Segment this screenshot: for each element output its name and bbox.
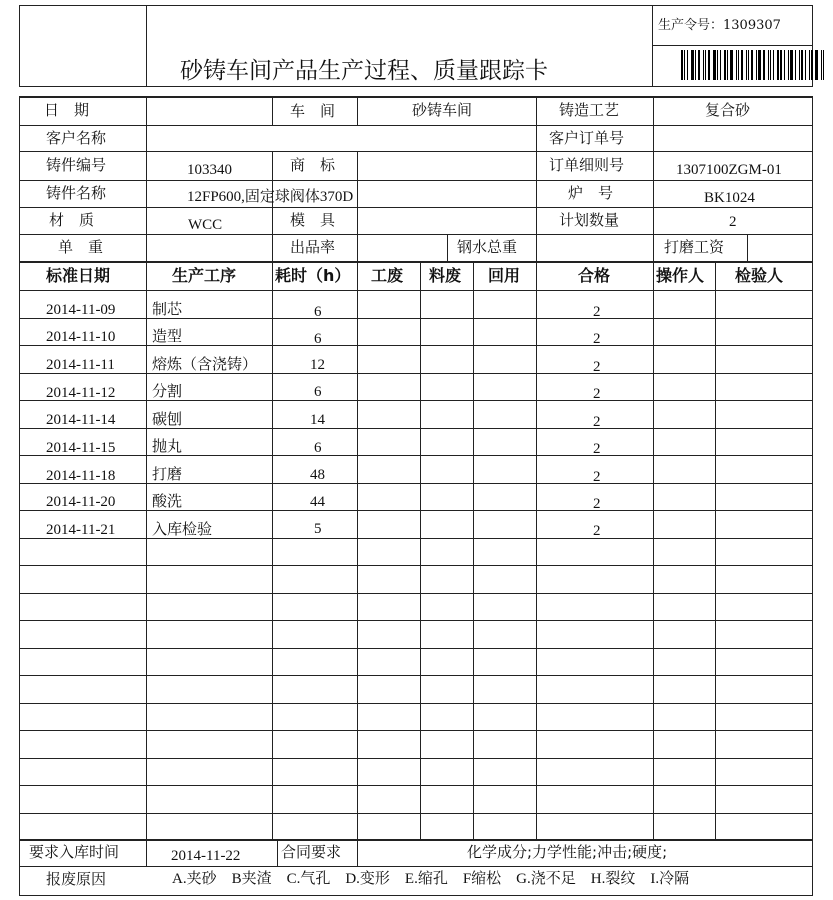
- barcode-bar: [805, 50, 806, 80]
- col-header-operator: 操作人: [656, 266, 705, 285]
- date-label: 日 期: [44, 101, 90, 119]
- yield-label: 出品率: [290, 238, 336, 256]
- grid-line: [19, 290, 813, 291]
- order-detail-label: 订单细则号: [549, 156, 625, 174]
- grid-line: [536, 207, 537, 234]
- grid-line: [19, 234, 813, 235]
- row-process: 造型: [152, 327, 183, 345]
- grid-line: [19, 373, 813, 374]
- barcode-bar: [788, 50, 789, 80]
- grid-line: [653, 207, 654, 234]
- col-header-material-scrap: 料废: [429, 266, 462, 285]
- grid-line: [447, 234, 448, 261]
- row-process: 抛丸: [152, 437, 183, 455]
- grid-line: [357, 151, 358, 207]
- grid-line: [146, 262, 147, 839]
- contract-label: 合同要求: [281, 843, 342, 861]
- row-hours: 5: [314, 521, 322, 537]
- grid-line: [420, 262, 421, 839]
- casting-no-label: 铸件编号: [46, 156, 107, 174]
- row-pass: 2: [593, 523, 601, 539]
- grid-line: [277, 839, 278, 866]
- grid-line: [272, 262, 273, 839]
- grid-line: [536, 234, 537, 261]
- grid-line: [146, 96, 147, 261]
- col-header-date: 标准日期: [46, 266, 111, 285]
- barcode-bar: [687, 50, 688, 80]
- grid-line: [19, 840, 813, 841]
- grid-line: [653, 262, 654, 839]
- grid-line: [473, 262, 474, 839]
- casting-name-value: 12FP600,固定球阀体370D: [187, 189, 354, 205]
- row-pass: 2: [593, 331, 601, 347]
- row-process: 制芯: [152, 300, 183, 318]
- barcode-bar: [780, 50, 782, 80]
- grid-line: [19, 703, 813, 704]
- storage-time-value: 2014-11-22: [171, 848, 241, 864]
- grinding-wage-label: 打磨工资: [664, 238, 725, 256]
- grid-line: [19, 428, 813, 429]
- col-header-pass: 合格: [578, 266, 611, 285]
- barcode-bar: [717, 50, 718, 80]
- trademark-label: 商 标: [290, 156, 336, 174]
- grid-line: [19, 813, 813, 814]
- grid-line: [19, 180, 813, 181]
- grid-line: [812, 96, 813, 895]
- grid-line: [19, 400, 813, 401]
- grid-line: [357, 234, 358, 261]
- barcode-bar: [708, 50, 710, 80]
- row-hours: 14: [310, 412, 325, 428]
- barcode-bar: [713, 50, 716, 80]
- barcode-bar: [724, 50, 726, 80]
- customer-name-label: 客户名称: [46, 129, 107, 147]
- production-order: [658, 18, 781, 34]
- barcode-bar: [684, 50, 685, 80]
- grid-line: [653, 98, 654, 125]
- barcode-bar: [811, 50, 813, 80]
- barcode-bar: [773, 50, 774, 80]
- grid-line: [272, 207, 273, 234]
- row-date: 2014-11-11: [46, 357, 115, 373]
- row-process: 分割: [152, 382, 183, 400]
- workshop-label: 车 间: [290, 102, 336, 120]
- unit-weight-label: 单 重: [58, 238, 104, 256]
- barcode-bar: [799, 50, 800, 80]
- barcode-bar: [720, 50, 721, 80]
- grid-line: [19, 261, 813, 263]
- barcode-bar: [790, 50, 793, 80]
- grid-line: [19, 839, 813, 840]
- workshop-value: 砂铸车间: [412, 101, 473, 119]
- row-date: 2014-11-18: [46, 468, 116, 484]
- barcode: [681, 50, 826, 80]
- row-pass: 2: [593, 414, 601, 430]
- row-pass: 2: [593, 441, 601, 457]
- barcode-bar: [758, 50, 761, 80]
- grid-line: [19, 96, 813, 98]
- grid-line: [653, 125, 654, 151]
- row-hours: 44: [310, 494, 325, 510]
- grid-line: [19, 866, 813, 867]
- grid-line: [19, 895, 813, 896]
- barcode-bar: [698, 50, 700, 80]
- barcode-bar: [777, 50, 779, 80]
- contract-value: 化学成分;力学性能;冲击;硬度;: [467, 843, 668, 861]
- casting-name-label: 铸件名称: [46, 184, 107, 202]
- row-date: 2014-11-14: [46, 412, 116, 428]
- furnace-label: 炉 号: [568, 184, 614, 202]
- col-header-hours: 耗时（h）: [275, 266, 351, 285]
- col-header-work-scrap: 工废: [371, 266, 404, 285]
- production-order-label: 生产令号：: [658, 18, 724, 33]
- molten-weight-label: 钢水总重: [457, 238, 518, 256]
- storage-time-label: 要求入库时间: [29, 843, 120, 861]
- casting-process-label: 铸造工艺: [559, 101, 620, 119]
- row-date: 2014-11-21: [46, 522, 116, 538]
- grid-line: [272, 234, 273, 261]
- barcode-bar: [681, 50, 683, 80]
- barcode-bar: [763, 50, 765, 80]
- grid-line: [19, 151, 813, 152]
- barcode-bar: [727, 50, 728, 80]
- customer-order-label: 客户订单号: [549, 129, 625, 147]
- grid-line: [357, 839, 358, 866]
- grid-line: [357, 98, 358, 125]
- barcode-bar: [695, 50, 696, 80]
- barcode-bar: [691, 50, 694, 80]
- barcode-bar: [823, 50, 824, 80]
- grid-line: [747, 234, 748, 261]
- barcode-bar: [746, 50, 747, 80]
- planned-qty-label: 计划数量: [559, 211, 620, 229]
- barcode-bar: [736, 50, 737, 80]
- order-detail-value: 1307100ZGM-01: [676, 162, 782, 178]
- grid-line: [19, 538, 813, 539]
- grid-line: [19, 730, 813, 731]
- barcode-bar: [795, 50, 796, 80]
- grid-line: [536, 125, 537, 151]
- row-hours: 6: [314, 304, 322, 320]
- grid-line: [272, 98, 273, 125]
- grid-line: [19, 675, 813, 676]
- barcode-bar: [770, 50, 771, 80]
- row-date: 2014-11-20: [46, 494, 116, 510]
- grid-line: [715, 262, 716, 839]
- grid-line: [19, 620, 813, 621]
- row-date: 2014-11-09: [46, 302, 116, 318]
- grid-line: [19, 125, 813, 126]
- barcode-bar: [756, 50, 757, 80]
- grid-line: [536, 262, 537, 839]
- casting-no-value: 103340: [187, 162, 232, 178]
- planned-qty-value: 2: [729, 214, 737, 230]
- grid-line: [19, 455, 813, 456]
- row-pass: 2: [593, 359, 601, 375]
- grid-line: [19, 345, 813, 346]
- row-hours: 6: [314, 384, 322, 400]
- row-hours: 48: [310, 467, 325, 483]
- barcode-bar: [730, 50, 733, 80]
- grid-line: [653, 234, 654, 261]
- barcode-bar: [821, 50, 822, 80]
- page-title: 砂铸车间产品生产过程、质量跟踪卡: [180, 58, 548, 84]
- grid-line: [19, 758, 813, 759]
- scrap-label: 报废原因: [46, 870, 107, 888]
- grid-line: [19, 785, 813, 786]
- furnace-value: BK1024: [704, 190, 755, 206]
- row-date: 2014-11-10: [46, 329, 116, 345]
- col-header-inspector: 检验人: [735, 266, 784, 285]
- row-process: 入库检验: [152, 520, 213, 538]
- grid-line: [19, 565, 813, 566]
- row-hours: 6: [314, 440, 322, 456]
- grid-line: [19, 593, 813, 594]
- row-pass: 2: [593, 304, 601, 320]
- grid-line: [146, 839, 147, 866]
- row-hours: 12: [310, 357, 325, 373]
- barcode-bar: [751, 50, 753, 80]
- grid-line: [19, 96, 20, 895]
- barcode-bar: [705, 50, 706, 80]
- row-process: 打磨: [152, 465, 183, 483]
- grid-line: [536, 98, 537, 125]
- barcode-bar: [703, 50, 704, 80]
- barcode-bar: [738, 50, 739, 80]
- grid-line: [536, 151, 537, 207]
- grid-line: [357, 207, 358, 234]
- material-label: 材 质: [49, 211, 95, 229]
- row-date: 2014-11-15: [46, 440, 116, 456]
- grid-line: [653, 151, 654, 207]
- material-value: WCC: [188, 217, 223, 233]
- grid-line: [19, 648, 813, 649]
- mold-label: 模 具: [290, 211, 336, 229]
- grid-line: [19, 207, 813, 208]
- row-process: 碳刨: [152, 410, 183, 428]
- barcode-bar: [809, 50, 810, 80]
- row-pass: 2: [593, 496, 601, 512]
- casting-process-value: 复合砂: [705, 101, 751, 119]
- row-date: 2014-11-12: [46, 385, 116, 401]
- grid-line: [19, 483, 813, 484]
- barcode-bar: [741, 50, 743, 80]
- row-process: 熔炼（含浇铸）: [152, 355, 258, 373]
- barcode-bar: [784, 50, 785, 80]
- row-process: 酸洗: [152, 492, 183, 510]
- barcode-bar: [815, 50, 818, 80]
- barcode-bar: [768, 50, 769, 80]
- grid-line: [19, 318, 813, 319]
- row-hours: 6: [314, 331, 322, 347]
- barcode-bar: [748, 50, 749, 80]
- grid-line: [19, 510, 813, 511]
- col-header-process: 生产工序: [172, 266, 237, 285]
- col-header-reuse: 回用: [488, 266, 521, 285]
- row-pass: 2: [593, 469, 601, 485]
- production-order-value: 1309307: [723, 18, 781, 33]
- scrap-reasons: A.夹砂 B夹渣 C.气孔 D.变形 E.缩孔 F缩松 G.浇不足 H.裂纹 I.冷隔: [172, 871, 690, 887]
- row-pass: 2: [593, 386, 601, 402]
- grid-line: [357, 262, 358, 839]
- barcode-bar: [801, 50, 803, 80]
